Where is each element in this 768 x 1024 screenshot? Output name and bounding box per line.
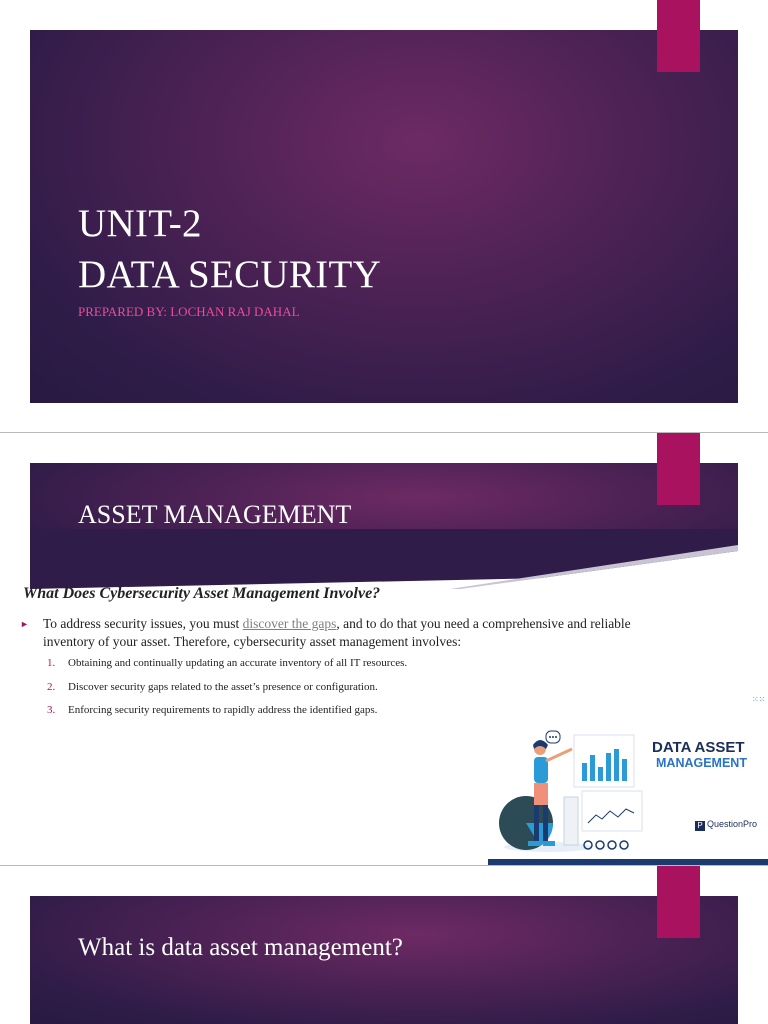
data-asset-management-infographic — [488, 705, 768, 865]
slide-heading: ASSET MANAGEMENT — [78, 500, 352, 529]
bullet-text-start: To address security issues, you must — [43, 616, 243, 631]
bullet-text-end: , and to do that you need a comprehensive and reliable inventory of your asset. Therefore, cybersecurity asset management involves: — [43, 616, 631, 649]
slide-heading: What is data asset management? — [78, 934, 403, 961]
slide-title[interactable] — [0, 0, 768, 432]
accent-tab — [657, 433, 700, 505]
discover-gaps-link[interactable]: discover the gaps — [242, 616, 337, 631]
grid-dots-icon: ⁙⁙ — [752, 695, 766, 704]
brand-name: QuestionPro — [707, 819, 758, 829]
slide-title-text — [78, 198, 381, 300]
arrow-bullet-icon: ► — [20, 619, 29, 629]
list-number: 2. — [47, 681, 56, 693]
infographic-title: DATA ASSET — [652, 739, 745, 756]
title-line-subject: DATA SECURITY — [78, 253, 382, 296]
bullet-text — [43, 615, 683, 651]
list-item — [47, 704, 377, 716]
infographic-subtitle: MANAGEMENT — [656, 756, 747, 770]
section-subheading: What Does Cybersecurity Asset Management Involve? — [23, 585, 381, 602]
list-item — [47, 657, 407, 669]
list-item-text: Discover security gaps related to the asset’s presence or configuration. — [68, 681, 378, 693]
title-line-unit: UNIT-2 — [78, 202, 202, 245]
slide-asset-management[interactable] — [0, 433, 768, 865]
list-item-text: Obtaining and continually updating an accurate inventory of all IT resources. — [68, 657, 408, 669]
accent-tab — [657, 0, 700, 72]
header-wedge-shape — [30, 529, 738, 589]
accent-tab — [657, 866, 700, 938]
brand-logo — [695, 819, 757, 831]
list-item — [47, 681, 378, 693]
list-number: 1. — [47, 657, 56, 669]
author-credit: PREPARED BY: LOCHAN RAJ DAHAL — [78, 304, 300, 319]
list-number: 3. — [47, 704, 56, 716]
questionpro-logo-icon: P — [695, 821, 705, 831]
list-item-text: Enforcing security requirements to rapidly address the identified gaps. — [68, 704, 378, 716]
analytics-illustration-icon — [488, 705, 648, 855]
slide-data-asset-management[interactable] — [0, 866, 768, 1024]
